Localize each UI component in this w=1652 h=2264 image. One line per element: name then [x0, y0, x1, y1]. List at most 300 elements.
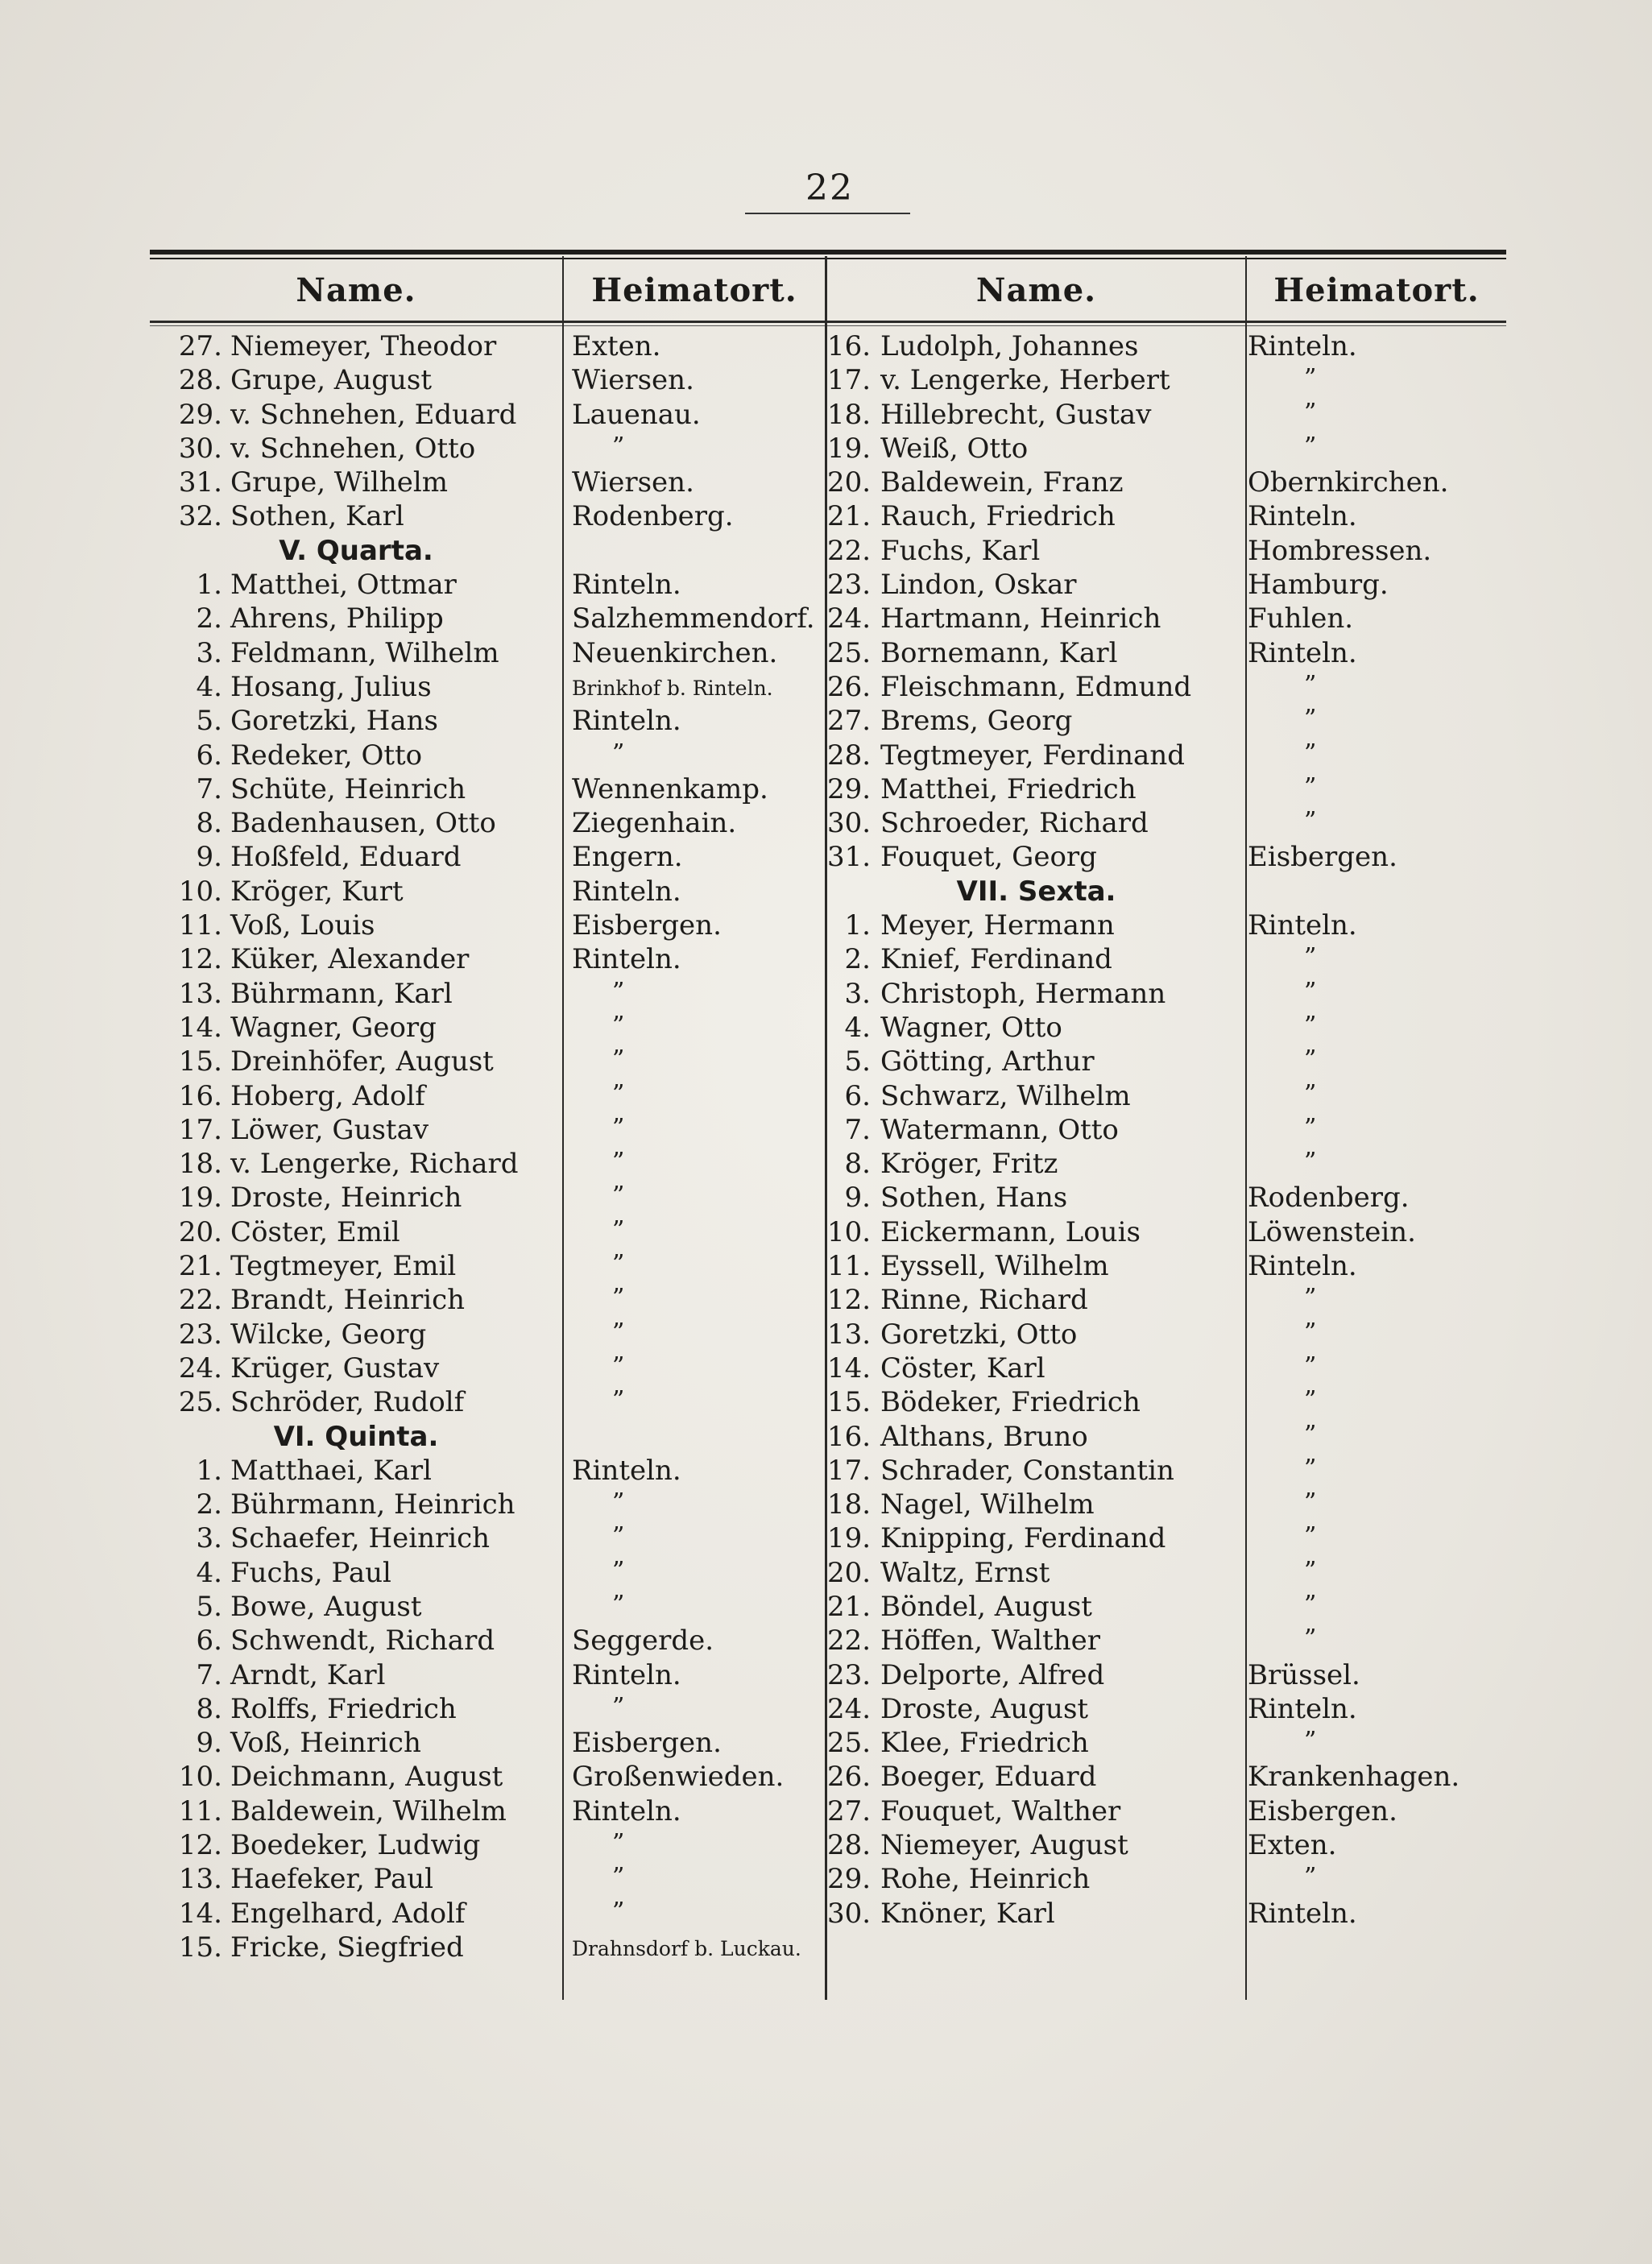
student-number: 23.: [827, 1658, 872, 1691]
hometown: Brinkhof b. Rinteln.: [572, 676, 773, 700]
student-name: Baldewein, Franz: [880, 466, 1124, 499]
hometown-ditto-mark: ”: [612, 1215, 625, 1244]
hometown-ditto-mark: ”: [1304, 1727, 1317, 1756]
student-number: 23.: [178, 1318, 222, 1351]
student-number: 9.: [196, 1727, 222, 1760]
student-number: 8.: [196, 1692, 222, 1725]
hometown: Eisbergen.: [572, 1727, 722, 1760]
hometown-ditto-mark: ”: [1304, 1488, 1317, 1517]
student-number: 30.: [827, 1897, 872, 1930]
student-row: [150, 330, 825, 364]
student-name: Christoph, Hermann: [880, 977, 1166, 1010]
student-number: 28.: [178, 364, 222, 397]
student-number: 12.: [827, 1284, 872, 1317]
student-row: [150, 773, 825, 807]
student-name: Eyssell, Wilhelm: [880, 1250, 1109, 1283]
student-number: 13.: [178, 977, 222, 1010]
student-name: Goretzki, Hans: [230, 705, 438, 738]
student-number: 15.: [178, 1931, 222, 1964]
hometown-ditto-mark: ”: [1304, 705, 1317, 734]
student-name: Fouquet, Walther: [880, 1794, 1121, 1827]
student-name: Klee, Friedrich: [880, 1727, 1089, 1760]
student-number: 21.: [827, 500, 872, 533]
student-number: 22.: [827, 1625, 872, 1658]
page-number-rule: [745, 213, 910, 214]
student-name: Höffen, Walther: [880, 1625, 1100, 1658]
student-row: [827, 1352, 1506, 1386]
student-row: [827, 671, 1506, 705]
student-number: 20.: [827, 466, 872, 499]
student-row: [150, 1931, 825, 1965]
student-number: 17.: [827, 1454, 872, 1487]
student-row: [827, 1488, 1506, 1522]
student-number: 17.: [178, 1113, 222, 1146]
student-row: [827, 1829, 1506, 1863]
hometown: Eisbergen.: [572, 909, 722, 942]
student-number: 2.: [844, 943, 871, 976]
hometown: Exten.: [572, 330, 661, 362]
hometown: Rinteln.: [572, 875, 681, 908]
student-name: Götting, Arthur: [880, 1045, 1095, 1078]
student-name: Niemeyer, August: [880, 1829, 1128, 1862]
student-row: [827, 1386, 1506, 1420]
header-bottom-rule: [150, 321, 1506, 323]
student-number: 30.: [827, 807, 872, 840]
student-row: [827, 1421, 1506, 1455]
student-number: 12.: [178, 1829, 222, 1862]
student-row: [827, 1659, 1506, 1693]
student-name: Waltz, Ernst: [880, 1556, 1050, 1589]
hometown: Rinteln.: [1248, 636, 1357, 669]
student-number: 18.: [827, 1488, 872, 1521]
student-number: 25.: [827, 1727, 872, 1760]
hometown: Großenwieden.: [572, 1761, 785, 1794]
hometown: Wennenkamp.: [572, 772, 768, 805]
hometown: Rodenberg.: [572, 500, 734, 533]
student-name: Wilcke, Georg: [230, 1318, 427, 1351]
hometown: Fuhlen.: [1248, 602, 1354, 635]
header-left-name: Name.: [296, 271, 416, 309]
student-row: [150, 1625, 825, 1658]
student-number: 23.: [827, 569, 872, 602]
student-name: Haefeker, Paul: [230, 1863, 433, 1896]
student-name: Engelhard, Adolf: [230, 1897, 466, 1930]
student-row: [150, 1284, 825, 1318]
header-left-place: Heimatort.: [591, 271, 797, 309]
student-row: [827, 739, 1506, 773]
hometown-ditto-mark: ”: [612, 1829, 625, 1858]
student-row: [150, 1795, 825, 1829]
student-name: Deichmann, August: [230, 1761, 503, 1794]
hometown-ditto-mark: ”: [612, 1556, 625, 1585]
student-row: [150, 1012, 825, 1045]
student-name: Matthaei, Karl: [230, 1454, 432, 1487]
student-number: 6.: [196, 1625, 222, 1658]
student-number: 29.: [827, 772, 872, 805]
hometown: Wiersen.: [572, 364, 694, 397]
student-name: Rohe, Heinrich: [880, 1863, 1091, 1896]
student-name: v. Schnehen, Otto: [230, 432, 476, 465]
student-number: 13.: [178, 1863, 222, 1896]
hometown-ditto-mark: ”: [1304, 1148, 1317, 1177]
student-name: Niemeyer, Theodor: [230, 330, 497, 362]
hometown-ditto-mark: ”: [612, 1386, 625, 1415]
student-number: 5.: [196, 1590, 222, 1623]
student-name: Krüger, Gustav: [230, 1351, 440, 1384]
student-number: 22.: [178, 1284, 222, 1317]
student-name: Fuchs, Karl: [880, 534, 1041, 567]
hometown-ditto-mark: ”: [1304, 364, 1317, 393]
student-number: 11.: [178, 1794, 222, 1827]
student-name: Nagel, Wilhelm: [880, 1488, 1095, 1521]
student-name: Rauch, Friedrich: [880, 500, 1116, 533]
hometown: Rinteln.: [572, 569, 681, 602]
student-row: [150, 739, 825, 773]
student-name: Hoßfeld, Eduard: [230, 841, 462, 874]
student-name: Droste, Heinrich: [230, 1182, 462, 1215]
hometown-ditto-mark: ”: [1304, 807, 1317, 836]
hometown-ditto-mark: ”: [1304, 1079, 1317, 1108]
student-number: 29.: [827, 1863, 872, 1896]
student-name: Böndel, August: [880, 1590, 1092, 1623]
hometown-ditto-mark: ”: [612, 1318, 625, 1347]
student-row: [827, 602, 1506, 636]
student-name: Sothen, Hans: [880, 1182, 1068, 1215]
student-name: Knief, Ferdinand: [880, 943, 1112, 976]
student-name: Küker, Alexander: [230, 943, 470, 976]
student-number: 13.: [827, 1318, 872, 1351]
class-section-heading: [150, 535, 825, 569]
student-row: [827, 1148, 1506, 1182]
student-number: 32.: [178, 500, 222, 533]
hometown: Engern.: [572, 841, 683, 874]
student-name: Schrader, Constantin: [880, 1454, 1174, 1487]
student-number: 2.: [196, 602, 222, 635]
student-name: Hoberg, Adolf: [230, 1079, 425, 1112]
student-name: Fleischmann, Edmund: [880, 670, 1192, 703]
hometown: Rodenberg.: [1248, 1182, 1410, 1215]
student-row: [827, 1216, 1506, 1250]
hometown-ditto-mark: ”: [1304, 943, 1317, 972]
student-number: 15.: [178, 1045, 222, 1078]
hometown: Hamburg.: [1248, 569, 1389, 602]
student-row: [827, 1080, 1506, 1114]
student-number: 2.: [196, 1488, 222, 1521]
student-row: [150, 1829, 825, 1863]
student-name: Ahrens, Philipp: [230, 602, 444, 635]
student-row: [150, 1522, 825, 1556]
student-name: Delporte, Alfred: [880, 1658, 1105, 1691]
hometown-ditto-mark: ”: [612, 1522, 625, 1551]
student-number: 24.: [178, 1351, 222, 1384]
student-name: Ludolph, Johannes: [880, 330, 1139, 362]
hometown: Eisbergen.: [1248, 841, 1397, 874]
student-row: [827, 1625, 1506, 1658]
hometown-ditto-mark: ”: [1304, 1011, 1317, 1040]
hometown-ditto-mark: ”: [612, 1488, 625, 1517]
student-number: 30.: [178, 432, 222, 465]
student-row: [827, 569, 1506, 602]
student-number: 4.: [844, 1011, 871, 1044]
student-name: Boeger, Eduard: [880, 1761, 1097, 1794]
student-row: [827, 978, 1506, 1012]
student-name: Löwer, Gustav: [230, 1113, 429, 1146]
student-row: [827, 466, 1506, 500]
student-row: [827, 943, 1506, 977]
student-number: 19.: [827, 432, 872, 465]
hometown-ditto-mark: ”: [612, 977, 625, 1006]
student-name: Bowe, August: [230, 1590, 422, 1623]
student-number: 1.: [196, 1454, 222, 1487]
hometown: Rinteln.: [1248, 330, 1357, 362]
student-row: [150, 399, 825, 433]
student-name: Eickermann, Louis: [880, 1215, 1141, 1248]
student-name: Schwendt, Richard: [230, 1625, 495, 1658]
right-student-list: [827, 330, 1506, 1931]
student-row: [150, 1386, 825, 1420]
hometown-ditto-mark: ”: [612, 739, 625, 768]
student-name: Hosang, Julius: [230, 670, 432, 703]
section-title: VI. Quinta.: [273, 1420, 439, 1453]
hometown: Obernkirchen.: [1248, 466, 1449, 499]
student-row: [827, 1045, 1506, 1079]
student-number: 20.: [178, 1215, 222, 1248]
student-row: [827, 1455, 1506, 1488]
student-name: Grupe, August: [230, 364, 433, 397]
student-name: Fouquet, Georg: [880, 841, 1097, 874]
student-row: [150, 1080, 825, 1114]
student-number: 15.: [827, 1386, 872, 1419]
student-number: 10.: [827, 1215, 872, 1248]
student-name: v. Lengerke, Richard: [230, 1148, 519, 1181]
hometown-ditto-mark: ”: [1304, 670, 1317, 699]
hometown: Lauenau.: [572, 398, 701, 431]
student-name: Voß, Heinrich: [230, 1727, 421, 1760]
student-number: 6.: [196, 739, 222, 772]
header-right-name: Name.: [975, 271, 1097, 309]
hometown: Neuenkirchen.: [572, 636, 778, 669]
student-name: Brems, Georg: [880, 705, 1073, 738]
student-row: [150, 1557, 825, 1591]
hometown-ditto-mark: ”: [1304, 1045, 1317, 1074]
class-section-heading: [150, 1421, 825, 1455]
student-name: Schwarz, Wilhelm: [880, 1079, 1131, 1112]
hometown-ditto-mark: ”: [1304, 1863, 1317, 1892]
student-row: [827, 637, 1506, 671]
student-number: 26.: [827, 670, 872, 703]
student-row: [150, 637, 825, 671]
student-row: [827, 1114, 1506, 1148]
header-right-place: Heimatort.: [1273, 271, 1480, 309]
student-name: Kröger, Fritz: [880, 1148, 1058, 1181]
student-number: 11.: [827, 1250, 872, 1283]
student-row: [827, 841, 1506, 875]
hometown: Seggerde.: [572, 1625, 714, 1658]
student-row: [150, 671, 825, 705]
hometown-ditto-mark: ”: [1304, 432, 1317, 461]
hometown-ditto-mark: ”: [1304, 772, 1317, 801]
hometown: Eisbergen.: [1248, 1794, 1397, 1827]
student-row: [150, 1250, 825, 1284]
student-row: [150, 1761, 825, 1794]
student-name: Rinne, Richard: [880, 1284, 1088, 1317]
student-name: Meyer, Hermann: [880, 909, 1115, 942]
student-number: 7.: [196, 772, 222, 805]
student-row: [150, 1352, 825, 1386]
student-name: Wagner, Georg: [230, 1011, 437, 1044]
hometown: Löwenstein.: [1248, 1215, 1416, 1248]
hometown-ditto-mark: ”: [1304, 1351, 1317, 1380]
student-name: Kröger, Kurt: [230, 875, 404, 908]
hometown-ditto-mark: ”: [1304, 1590, 1317, 1619]
hometown: Rinteln.: [572, 1794, 681, 1827]
student-name: Rolffs, Friedrich: [230, 1692, 457, 1725]
hometown: Brüssel.: [1248, 1658, 1360, 1691]
student-number: 14.: [178, 1897, 222, 1930]
student-number: 16.: [178, 1079, 222, 1112]
student-name: Voß, Louis: [230, 909, 375, 942]
hometown: Krankenhagen.: [1248, 1761, 1460, 1794]
hometown-ditto-mark: ”: [1304, 1420, 1317, 1449]
student-name: Weiß, Otto: [880, 432, 1029, 465]
hometown: Rinteln.: [572, 1454, 681, 1487]
student-row: [150, 807, 825, 841]
hometown-ditto-mark: ”: [612, 1351, 625, 1380]
student-row: [827, 1898, 1506, 1931]
student-number: 10.: [178, 875, 222, 908]
student-number: 16.: [827, 1420, 872, 1453]
hometown-ditto-mark: ”: [612, 1079, 625, 1108]
student-name: Schüte, Heinrich: [230, 772, 466, 805]
student-row: [827, 535, 1506, 569]
student-row: [150, 1114, 825, 1148]
hometown-ditto-mark: ”: [1304, 398, 1317, 427]
student-number: 9.: [196, 841, 222, 874]
header-bottom-rule-thin: [150, 325, 1506, 326]
student-name: Bührmann, Karl: [230, 977, 453, 1010]
student-name: Lindon, Oskar: [880, 569, 1077, 602]
student-name: Tegtmeyer, Emil: [230, 1250, 457, 1283]
student-number: 21.: [178, 1250, 222, 1283]
student-name: Schroeder, Richard: [880, 807, 1149, 840]
student-row: [150, 1488, 825, 1522]
hometown: Salzhemmendorf.: [572, 602, 815, 635]
student-number: 28.: [827, 1829, 872, 1862]
student-name: Grupe, Wilhelm: [230, 466, 449, 499]
student-number: 24.: [827, 602, 872, 635]
student-name: Althans, Bruno: [880, 1420, 1088, 1453]
student-number: 9.: [844, 1182, 871, 1215]
hometown-ditto-mark: ”: [612, 1250, 625, 1279]
student-name: Fuchs, Paul: [230, 1556, 391, 1589]
student-number: 27.: [827, 705, 872, 738]
student-name: Wagner, Otto: [880, 1011, 1062, 1044]
student-row: [150, 875, 825, 909]
student-name: Matthei, Friedrich: [880, 772, 1137, 805]
section-title: VII. Sexta.: [956, 875, 1116, 908]
student-number: 10.: [178, 1761, 222, 1794]
student-name: Redeker, Otto: [230, 739, 423, 772]
hometown-ditto-mark: ”: [1304, 1625, 1317, 1654]
student-name: Matthei, Ottmar: [230, 569, 457, 602]
student-row: [827, 1727, 1506, 1761]
student-number: 1.: [844, 909, 871, 942]
student-row: [827, 399, 1506, 433]
student-name: Badenhausen, Otto: [230, 807, 496, 840]
student-row: [150, 602, 825, 636]
left-student-list: [150, 330, 825, 1965]
hometown: Rinteln.: [1248, 909, 1357, 942]
student-row: [827, 909, 1506, 943]
student-row: [827, 1795, 1506, 1829]
student-number: 22.: [827, 534, 872, 567]
student-row: [150, 1455, 825, 1488]
student-number: 17.: [827, 364, 872, 397]
student-row: [827, 500, 1506, 534]
hometown-ditto-mark: ”: [612, 1692, 625, 1721]
hometown-ditto-mark: ”: [612, 1148, 625, 1177]
hometown: Rinteln.: [572, 705, 681, 738]
student-row: [150, 943, 825, 977]
student-row: [150, 1182, 825, 1215]
student-name: Fricke, Siegfried: [230, 1931, 464, 1964]
student-name: Schröder, Rudolf: [230, 1386, 465, 1419]
student-row: [150, 705, 825, 739]
student-name: v. Schnehen, Eduard: [230, 398, 517, 431]
hometown: Rinteln.: [1248, 1897, 1357, 1930]
student-name: Baldewein, Wilhelm: [230, 1794, 507, 1827]
student-number: 28.: [827, 739, 872, 772]
student-row: [150, 909, 825, 943]
student-row: [150, 1318, 825, 1352]
hometown-ditto-mark: ”: [1304, 1386, 1317, 1415]
student-name: Droste, August: [880, 1692, 1089, 1725]
hometown: Rinteln.: [1248, 500, 1357, 533]
table-top-rule: [150, 250, 1506, 255]
class-section-heading: [827, 875, 1506, 909]
hometown: Exten.: [1248, 1829, 1337, 1862]
student-name: Sothen, Karl: [230, 500, 404, 533]
student-name: Hillebrecht, Gustav: [880, 398, 1152, 431]
student-row: [150, 569, 825, 602]
hometown: Rinteln.: [572, 943, 681, 976]
hometown: Rinteln.: [1248, 1692, 1357, 1725]
student-row: [150, 1659, 825, 1693]
student-number: 3.: [196, 1522, 222, 1555]
student-name: Goretzki, Otto: [880, 1318, 1078, 1351]
student-row: [150, 1863, 825, 1897]
student-row: [827, 807, 1506, 841]
student-row: [827, 1557, 1506, 1591]
student-name: Knöner, Karl: [880, 1897, 1055, 1930]
hometown: Drahnsdorf b. Luckau.: [572, 1936, 801, 1960]
student-name: Cöster, Karl: [880, 1351, 1045, 1384]
hometown: Ziegenhain.: [572, 807, 737, 840]
student-row: [827, 1318, 1506, 1352]
student-row: [827, 1284, 1506, 1318]
hometown-ditto-mark: ”: [612, 1863, 625, 1892]
student-name: Hartmann, Heinrich: [880, 602, 1161, 635]
student-name: Schaefer, Heinrich: [230, 1522, 491, 1555]
student-name: Bornemann, Karl: [880, 636, 1118, 669]
hometown-ditto-mark: ”: [612, 1284, 625, 1313]
hometown-ditto-mark: ”: [1304, 1113, 1317, 1142]
student-number: 5.: [844, 1045, 871, 1078]
student-name: Cöster, Emil: [230, 1215, 400, 1248]
student-number: 19.: [178, 1182, 222, 1215]
student-row: [827, 1693, 1506, 1727]
student-number: 18.: [827, 398, 872, 431]
